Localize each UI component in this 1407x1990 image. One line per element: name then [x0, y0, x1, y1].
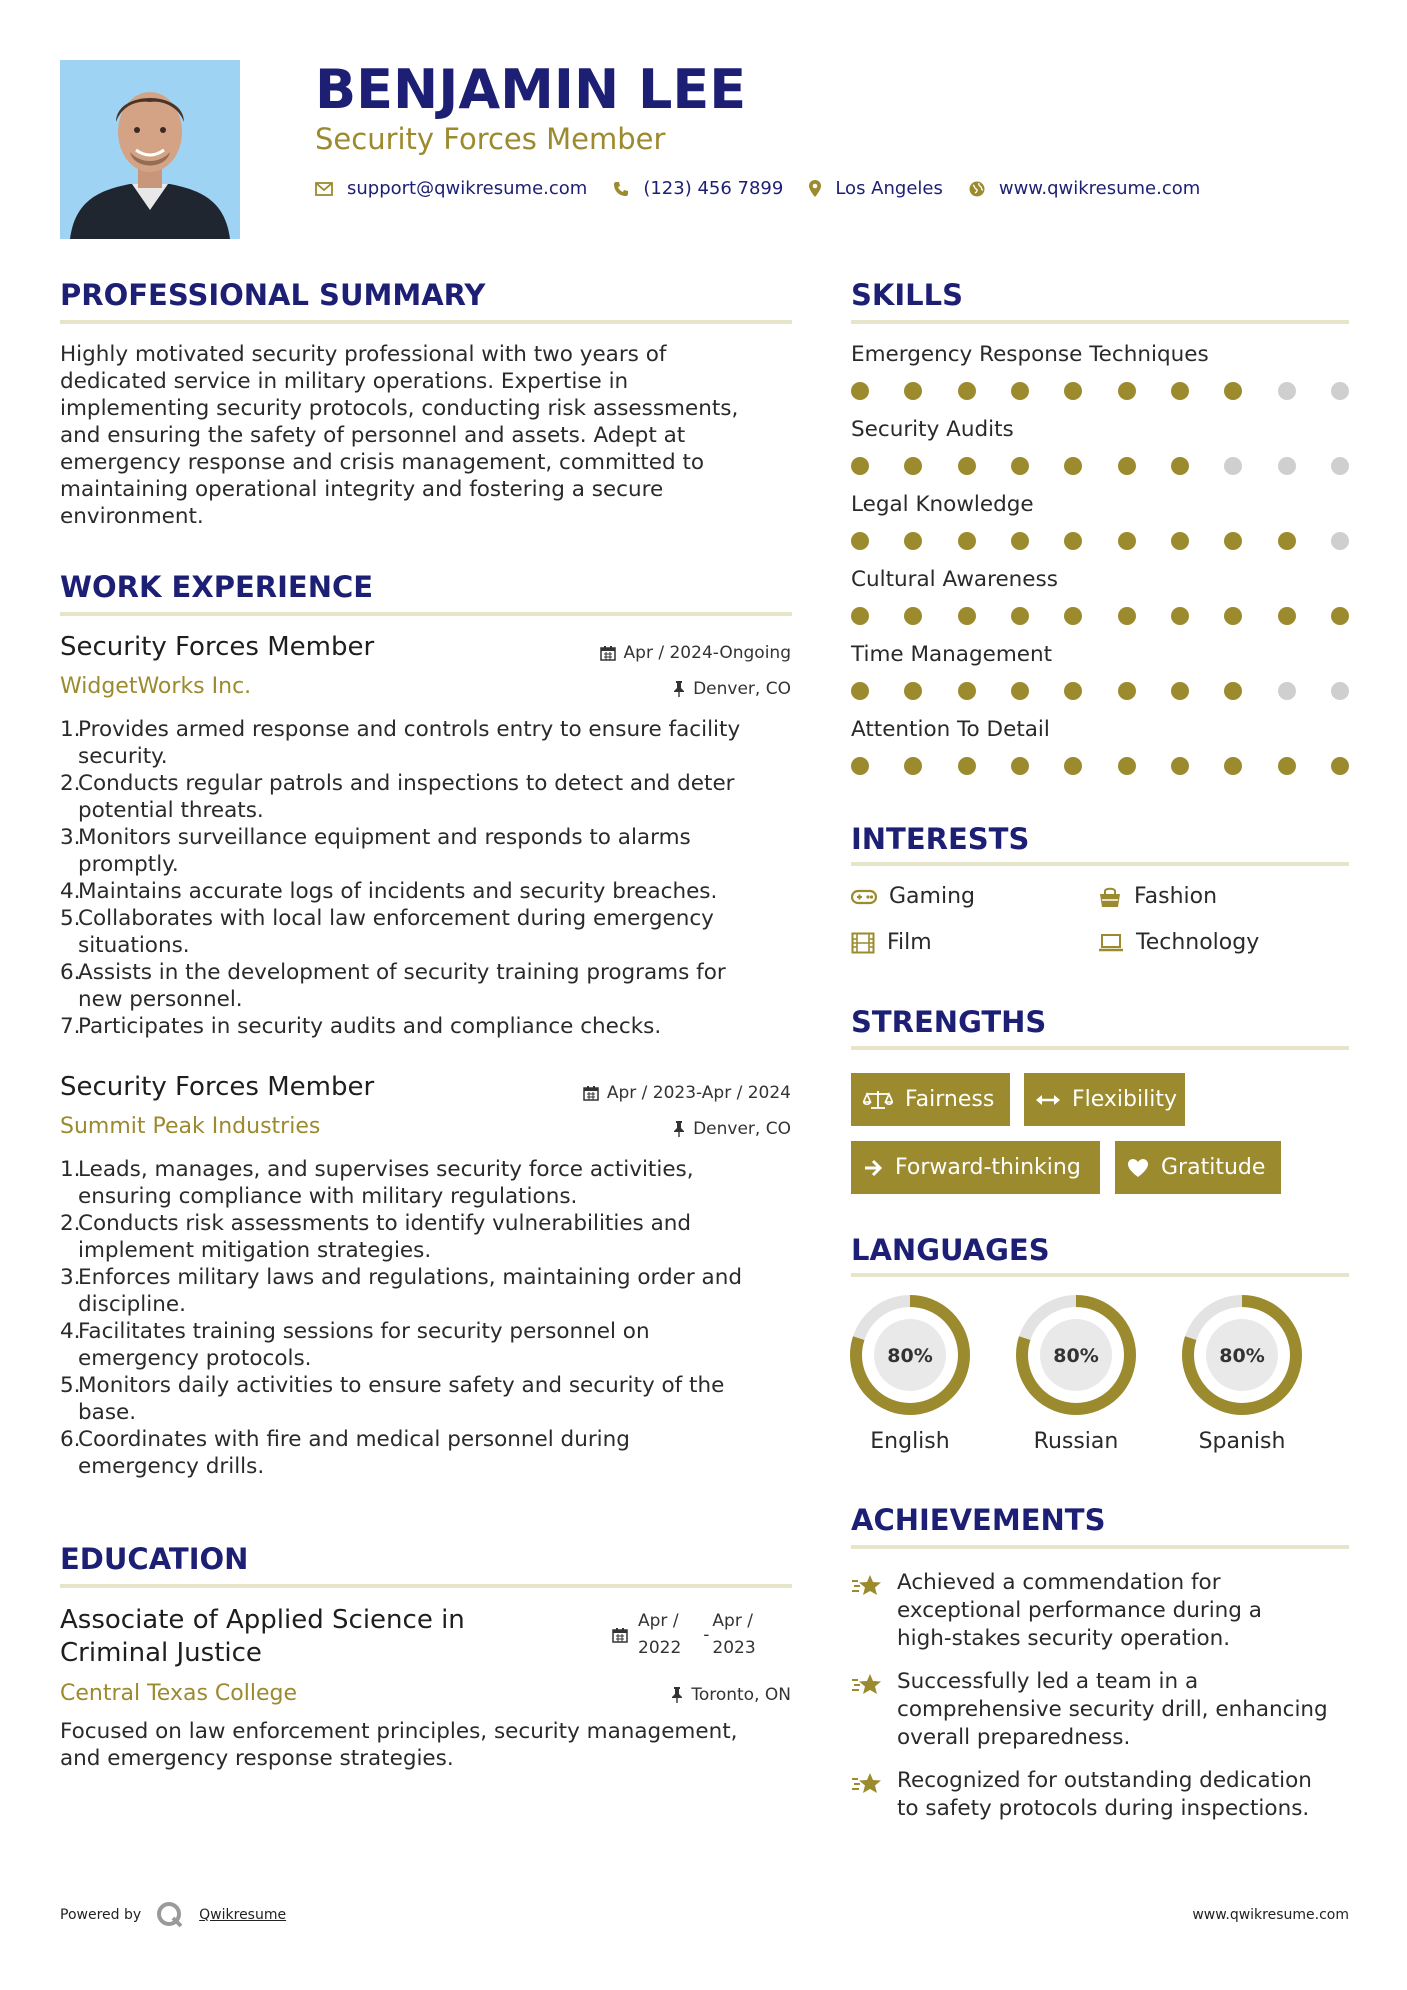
film-icon	[851, 932, 875, 954]
footer-website[interactable]: www.qwikresume.com	[1192, 1907, 1349, 1923]
shopping-bag-icon	[1098, 886, 1122, 908]
gamepad-icon	[851, 889, 877, 905]
strength-label: Flexibility	[1072, 1087, 1177, 1112]
skill-dot-filled	[904, 532, 922, 550]
duty-line: Monitors daily activities to ensure safety and security of the	[78, 1373, 725, 1398]
calendar-icon	[600, 645, 616, 661]
calendar-icon	[612, 1627, 628, 1643]
education-location-text: Toronto, ON	[691, 1685, 791, 1705]
duty-line: ensuring compliance with military regulations.	[78, 1184, 578, 1209]
powered-by-text: Powered by	[60, 1907, 142, 1923]
list-number: 2.	[60, 771, 81, 796]
skill-dot-filled	[958, 682, 976, 700]
language-ring	[848, 1293, 972, 1417]
summary-line: maintaining operational integrity and fostering a secure	[60, 477, 664, 502]
skill-dot-empty	[1331, 457, 1349, 475]
list-number: 7.	[60, 1014, 81, 1039]
summary-divider	[60, 320, 792, 324]
job-date-text: Apr / 2024-Ongoing	[623, 643, 791, 663]
list-number: 6.	[60, 960, 81, 985]
qwikresume-logo-icon	[155, 1900, 185, 1930]
degree-line: Criminal Justice	[60, 1638, 262, 1668]
skill-dot-filled	[1224, 532, 1242, 550]
skill-dot-filled	[1171, 532, 1189, 550]
skill-dot-empty	[1278, 382, 1296, 400]
list-number: 5.	[60, 906, 81, 931]
skill-name: Attention To Detail	[851, 717, 1050, 742]
strength-label: Fairness	[905, 1087, 995, 1112]
education-start	[638, 1608, 681, 1662]
education-location	[500, 1685, 791, 1705]
skill-dot-filled	[1278, 607, 1296, 625]
language-ring	[1180, 1293, 1304, 1417]
date-part: 2022	[638, 1638, 682, 1658]
duty-line: Provides armed response and controls entry to ensure facility	[78, 717, 741, 742]
list-item	[60, 1318, 795, 1372]
skill-dot-filled	[1331, 757, 1349, 775]
skill-name: Time Management	[851, 642, 1053, 667]
skill-dot-filled	[1278, 757, 1296, 775]
description-line: and emergency response strategies.	[60, 1746, 454, 1771]
date-part: Apr /	[638, 1611, 679, 1631]
interest-label: Film	[887, 930, 932, 955]
duty-line: Coordinates with fire and medical personnel during	[78, 1427, 630, 1452]
skill-dot-filled	[958, 532, 976, 550]
list-item	[60, 878, 795, 905]
achievement-line: exceptional performance during a	[897, 1598, 1262, 1623]
list-item	[60, 716, 795, 770]
phone-text: (123) 456 7899	[643, 178, 784, 199]
duty-line: potential threats.	[78, 798, 264, 823]
skill-dot-filled	[1064, 457, 1082, 475]
pushpin-icon	[671, 1687, 683, 1703]
list-item	[60, 824, 795, 878]
skill-dot-filled	[1011, 382, 1029, 400]
skill-dot-empty	[1331, 682, 1349, 700]
job-location-text: Denver, CO	[693, 1119, 791, 1139]
heart-icon	[1127, 1158, 1149, 1178]
achievements-divider	[851, 1545, 1349, 1549]
candidate-name: BENJAMIN LEE	[315, 58, 747, 121]
list-number: 6.	[60, 1427, 81, 1452]
interest-label: Technology	[1136, 930, 1260, 955]
skill-dot-empty	[1331, 382, 1349, 400]
skill-dot-filled	[1118, 682, 1136, 700]
interest-label: Gaming	[889, 884, 975, 909]
profile-photo	[60, 60, 240, 239]
experience-divider	[60, 612, 792, 616]
skill-dot-filled	[958, 382, 976, 400]
skill-name: Legal Knowledge	[851, 492, 1034, 517]
contact-website[interactable]	[969, 178, 1200, 199]
skill-rating	[851, 457, 1351, 475]
skill-dot-filled	[851, 532, 869, 550]
achievement-line: high-stakes security operation.	[897, 1626, 1231, 1651]
duty-line: Leads, manages, and supervises security force activities,	[78, 1157, 694, 1182]
contact-bar	[315, 178, 1226, 199]
summary-text	[60, 341, 795, 530]
company-name: Summit Peak Industries	[60, 1114, 321, 1139]
interest-fashion	[1098, 884, 1217, 909]
skill-name: Security Audits	[851, 417, 1014, 442]
interest-gaming	[851, 884, 975, 909]
summary-line: environment.	[60, 504, 204, 529]
skill-dot-filled	[904, 457, 922, 475]
list-item	[60, 1156, 795, 1210]
duty-line: Monitors surveillance equipment and responds to alarms	[78, 825, 691, 850]
skill-dot-filled	[1224, 382, 1242, 400]
duty-line: Collaborates with local law enforcement during emergency	[78, 906, 714, 931]
interests-section-title: INTERESTS	[851, 822, 1030, 856]
language-russian	[1014, 1293, 1138, 1454]
achievement-text	[897, 1668, 1328, 1752]
skill-dot-filled	[851, 682, 869, 700]
achievement-text	[897, 1767, 1312, 1823]
duty-line: Conducts regular patrols and inspections to detect and deter	[78, 771, 735, 796]
pushpin-icon	[673, 681, 685, 697]
achievement-line: Successfully led a team in a	[897, 1669, 1199, 1694]
language-percent: 80%	[887, 1345, 933, 1367]
skill-dot-filled	[851, 757, 869, 775]
date-part: Apr /	[712, 1611, 753, 1631]
achievement-line: comprehensive security drill, enhancing	[897, 1697, 1328, 1722]
strength-badge	[1115, 1141, 1281, 1194]
education-section-title: EDUCATION	[60, 1542, 249, 1576]
list-number: 2.	[60, 1211, 81, 1236]
list-number: 4.	[60, 879, 81, 904]
language-name: Russian	[1033, 1429, 1119, 1454]
location-text: Los Angeles	[835, 178, 943, 199]
skill-dot-filled	[1118, 457, 1136, 475]
language-name: Spanish	[1198, 1429, 1286, 1454]
strength-label: Forward-thinking	[895, 1155, 1081, 1180]
strengths-section-title: STRENGTHS	[851, 1005, 1047, 1039]
shooting-star-icon	[851, 1573, 883, 1599]
description-line: Focused on law enforcement principles, security management,	[60, 1719, 738, 1744]
skill-dot-filled	[1171, 682, 1189, 700]
duty-line: Participates in security audits and compliance checks.	[78, 1014, 662, 1039]
strength-label: Gratitude	[1161, 1155, 1266, 1180]
education-divider	[60, 1584, 792, 1588]
achievement-text	[897, 1569, 1262, 1653]
strength-badge	[851, 1073, 1010, 1126]
duty-line: situations.	[78, 933, 190, 958]
candidate-role: Security Forces Member	[315, 122, 666, 156]
scale-balance-icon	[863, 1089, 893, 1111]
skill-dot-filled	[904, 382, 922, 400]
summary-line: implementing security protocols, conducting risk assessments,	[60, 396, 739, 421]
skill-dot-filled	[1171, 607, 1189, 625]
duty-line: Maintains accurate logs of incidents and security breaches.	[78, 879, 718, 904]
skill-dot-empty	[1278, 682, 1296, 700]
languages-divider	[851, 1273, 1349, 1277]
skill-dot-filled	[904, 607, 922, 625]
strengths-divider	[851, 1046, 1349, 1050]
skill-dot-filled	[958, 457, 976, 475]
contact-location	[809, 178, 943, 199]
qwikresume-link[interactable]: Qwikresume	[199, 1907, 287, 1923]
skill-name: Cultural Awareness	[851, 567, 1058, 592]
language-ring	[1014, 1293, 1138, 1417]
strength-badge	[1024, 1073, 1185, 1126]
duty-line: new personnel.	[78, 987, 243, 1012]
job-date-text: Apr / 2023-Apr / 2024	[606, 1083, 791, 1103]
achievement-line: Achieved a commendation for	[897, 1570, 1221, 1595]
skill-dot-filled	[1118, 532, 1136, 550]
skill-dot-empty	[1224, 457, 1242, 475]
arrows-horizontal-icon	[1036, 1093, 1060, 1107]
skill-dot-filled	[1064, 757, 1082, 775]
strength-badge	[851, 1141, 1100, 1194]
education-date	[612, 1608, 756, 1662]
list-item	[60, 770, 795, 824]
duty-line: promptly.	[78, 852, 179, 877]
contact-email[interactable]	[315, 178, 587, 199]
language-spanish	[1180, 1293, 1304, 1454]
interest-technology	[1098, 930, 1259, 955]
phone-icon	[613, 181, 629, 197]
list-item	[60, 1372, 795, 1426]
skill-dot-filled	[1224, 757, 1242, 775]
education-end	[712, 1608, 755, 1662]
list-number: 3.	[60, 825, 81, 850]
company-name: WidgetWorks Inc.	[60, 674, 252, 699]
job-date	[480, 1083, 791, 1103]
skill-dot-filled	[1118, 607, 1136, 625]
skill-dot-filled	[1011, 682, 1029, 700]
achievements-section-title: ACHIEVEMENTS	[851, 1503, 1106, 1537]
duty-line: security.	[78, 744, 168, 769]
skills-divider	[851, 320, 1349, 324]
skill-dot-filled	[1171, 382, 1189, 400]
skill-dot-filled	[1278, 532, 1296, 550]
globe-icon	[969, 181, 985, 197]
list-item	[60, 1426, 795, 1480]
duty-line: Assists in the development of security training programs for	[78, 960, 726, 985]
school-name: Central Texas College	[60, 1681, 297, 1706]
skill-rating	[851, 532, 1351, 550]
duty-line: Enforces military laws and regulations, maintaining order and	[78, 1265, 742, 1290]
date-part: 2023	[712, 1638, 756, 1658]
interest-label: Fashion	[1134, 884, 1218, 909]
language-english	[848, 1293, 972, 1454]
website-text: www.qwikresume.com	[998, 178, 1201, 199]
duty-line: Conducts risk assessments to identify vulnerabilities and	[78, 1211, 692, 1236]
duty-line: emergency protocols.	[78, 1346, 312, 1371]
skill-rating	[851, 607, 1351, 625]
job-location	[500, 679, 791, 699]
skill-dot-filled	[1224, 682, 1242, 700]
list-number: 1.	[60, 717, 81, 742]
language-name: English	[870, 1429, 950, 1454]
skill-dot-empty	[1331, 532, 1349, 550]
skill-dot-filled	[1011, 757, 1029, 775]
list-number: 4.	[60, 1319, 81, 1344]
skill-dot-filled	[958, 607, 976, 625]
job-title: Security Forces Member	[60, 632, 375, 662]
duty-line: emergency drills.	[78, 1454, 265, 1479]
laptop-icon	[1098, 933, 1124, 953]
skill-rating	[851, 682, 1351, 700]
summary-line: Highly motivated security professional with two years of	[60, 342, 667, 367]
summary-section-title: PROFESSIONAL SUMMARY	[60, 278, 486, 312]
skill-dot-filled	[904, 682, 922, 700]
map-pin-icon	[809, 180, 821, 197]
duty-line: base.	[78, 1400, 137, 1425]
list-item	[60, 1013, 795, 1040]
summary-line: and ensuring the safety of personnel and assets. Adept at	[60, 423, 686, 448]
list-item	[60, 1264, 795, 1318]
list-item	[60, 1210, 795, 1264]
skill-dot-filled	[1064, 682, 1082, 700]
interests-divider	[851, 862, 1349, 866]
pushpin-icon	[673, 1121, 685, 1137]
degree-title	[60, 1604, 465, 1670]
skill-dot-filled	[1118, 382, 1136, 400]
job-date	[500, 643, 791, 663]
calendar-icon	[583, 1085, 599, 1101]
list-number: 1.	[60, 1157, 81, 1182]
achievement-item	[851, 1767, 1351, 1823]
skill-name: Emergency Response Techniques	[851, 342, 1209, 367]
skill-dot-filled	[851, 382, 869, 400]
job-duties-list	[60, 1156, 795, 1480]
skill-dot-empty	[1278, 457, 1296, 475]
skill-dot-filled	[1064, 382, 1082, 400]
list-number: 3.	[60, 1265, 81, 1290]
education-description	[60, 1718, 795, 1772]
skill-dot-filled	[851, 457, 869, 475]
interest-film	[851, 930, 932, 955]
skill-dot-filled	[1011, 607, 1029, 625]
skills-section-title: SKILLS	[851, 278, 963, 312]
skill-dot-filled	[904, 757, 922, 775]
skill-rating	[851, 382, 1351, 400]
skill-rating	[851, 757, 1351, 775]
envelope-icon	[315, 182, 333, 196]
date-separator: -	[703, 1624, 710, 1645]
job-location-text: Denver, CO	[693, 679, 791, 699]
degree-line: Associate of Applied Science in	[60, 1605, 465, 1635]
achievement-item	[851, 1668, 1351, 1752]
achievement-line: to safety protocols during inspections.	[897, 1796, 1310, 1821]
skill-dot-filled	[1064, 532, 1082, 550]
list-item	[60, 959, 795, 1013]
skill-dot-filled	[1118, 757, 1136, 775]
skill-dot-filled	[958, 757, 976, 775]
skill-dot-filled	[851, 607, 869, 625]
duty-line: discipline.	[78, 1292, 186, 1317]
list-number: 5.	[60, 1373, 81, 1398]
achievement-line: Recognized for outstanding dedication	[897, 1768, 1312, 1793]
achievement-item	[851, 1569, 1351, 1653]
job-title: Security Forces Member	[60, 1072, 375, 1102]
language-percent: 80%	[1219, 1345, 1265, 1367]
contact-phone[interactable]	[613, 178, 783, 199]
experience-section-title: WORK EXPERIENCE	[60, 570, 374, 604]
skill-dot-filled	[1331, 607, 1349, 625]
job-location	[500, 1119, 791, 1139]
achievement-line: overall preparedness.	[897, 1725, 1131, 1750]
summary-line: dedicated service in military operations. Expertise in	[60, 369, 629, 394]
skill-dot-filled	[1064, 607, 1082, 625]
shooting-star-icon	[851, 1771, 883, 1797]
shooting-star-icon	[851, 1672, 883, 1698]
list-item	[60, 905, 795, 959]
footer-powered-by	[60, 1900, 286, 1930]
skill-dot-filled	[1171, 457, 1189, 475]
duty-line: Facilitates training sessions for security personnel on	[78, 1319, 650, 1344]
skill-dot-filled	[1224, 607, 1242, 625]
email-text: support@qwikresume.com	[347, 178, 588, 199]
job-duties-list	[60, 716, 795, 1040]
languages-section-title: LANGUAGES	[851, 1233, 1050, 1267]
summary-line: emergency response and crisis management, committed to	[60, 450, 705, 475]
skill-dot-filled	[1011, 457, 1029, 475]
arrow-right-icon	[863, 1158, 883, 1178]
duty-line: implement mitigation strategies.	[78, 1238, 432, 1263]
language-percent: 80%	[1053, 1345, 1099, 1367]
skill-dot-filled	[1171, 757, 1189, 775]
skill-dot-filled	[1011, 532, 1029, 550]
